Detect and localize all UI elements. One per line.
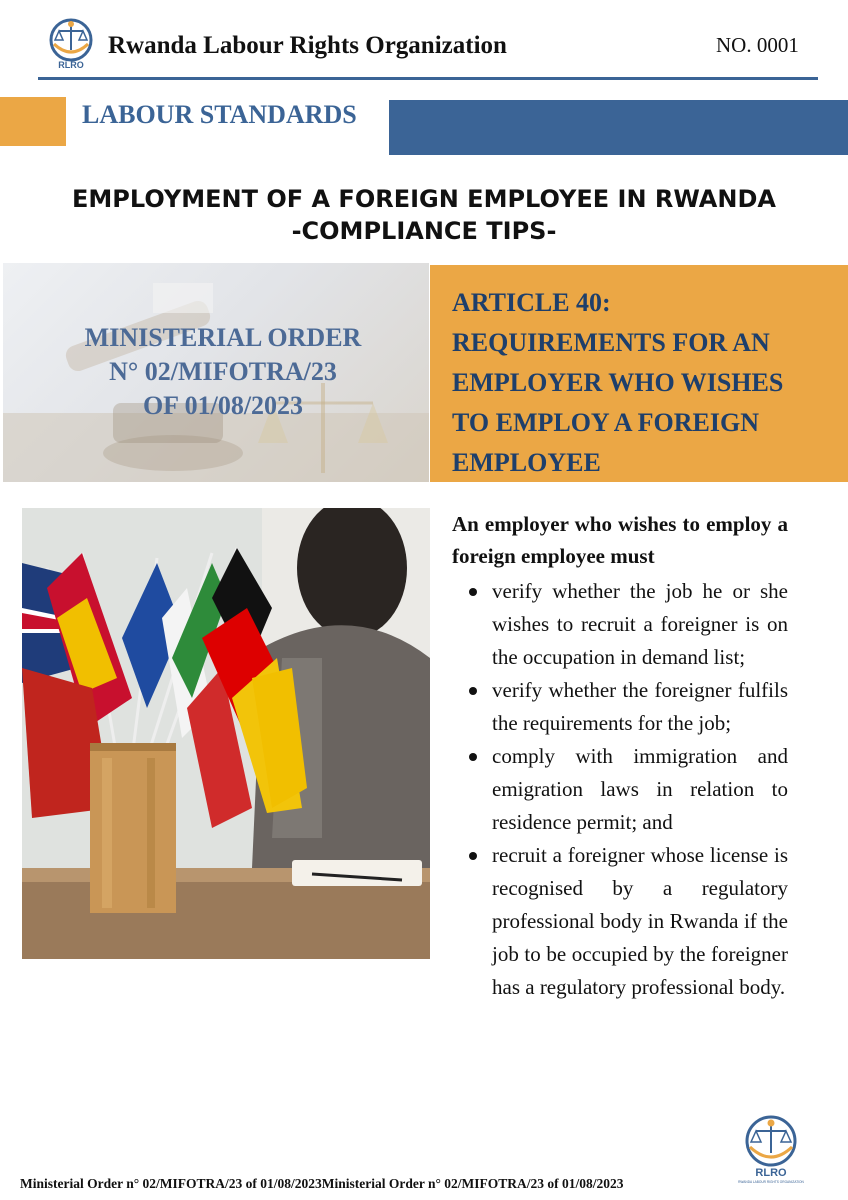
list-item: verify whether the job he or she wishes to recruit a foreigner is on the occupation in demand list; [452,575,788,674]
article-line-5: EMPLOYEE [452,448,601,477]
rlro-logo [44,16,98,74]
requirements-list [452,575,788,1004]
article-panel [430,265,848,482]
flags-photo [22,508,430,959]
blue-accent-bar [389,100,848,155]
list-item: verify whether the foreigner fulfils the requirements for the job; [452,674,788,740]
svg-text:RWANDA LABOUR RIGHTS ORGANIZAT: RWANDA LABOUR RIGHTS ORGANIZATION [738,1180,804,1184]
list-item: comply with immigration and emigration laws in relation to residence permit; and [452,740,788,839]
svg-text:RLRO: RLRO [58,60,84,70]
article-line-4: TO EMPLOY A FOREIGN [452,408,759,437]
list-item: recruit a foreigner whose license is recognised by a regulatory professional body in Rwanda if the job to be occupied by the foreigner has a regulatory professional body. [452,839,788,1004]
scales-of-justice-logo-icon [44,16,98,74]
article-line-1: ARTICLE 40: [452,288,611,317]
ministerial-order-panel [3,263,429,482]
svg-text:RLRO: RLRO [755,1167,787,1179]
order-line-3: OF 01/08/2023 [142,391,304,420]
document-number: NO. 0001 [716,33,799,57]
rlro-logo-bottom [738,1113,804,1185]
title-line-2: -COMPLIANCE TIPS- [291,217,557,245]
organization-name: Rwanda Labour Rights Organization [108,32,507,59]
article-heading [452,283,783,483]
article-line-3: EMPLOYER WHO WISHES [452,368,784,397]
footer-citation: Ministerial Order n° 02/MIFOTRA/23 of 01/08/2023Ministerial Order n° 02/MIFOTRA/23 of 01/08/2023 [20,1176,624,1191]
intro-paragraph: An employer who wishes to employ a foreign employee must [452,512,788,568]
order-line-2: N° 02/MIFOTRA/23 [109,357,337,386]
header-divider [38,77,818,80]
scales-of-justice-logo-icon [738,1113,804,1185]
article-line-2: REQUIREMENTS FOR AN [452,328,770,357]
flags-illustration [22,508,430,959]
order-line-1: MINISTERIAL ORDER [84,323,362,352]
title-line-1: EMPLOYMENT OF A FOREIGN EMPLOYEE IN RWANDA [72,185,776,213]
section-label: LABOUR STANDARDS [82,100,357,129]
page-title [0,183,848,247]
ministerial-order-text [3,321,429,423]
orange-accent-block [0,97,66,146]
